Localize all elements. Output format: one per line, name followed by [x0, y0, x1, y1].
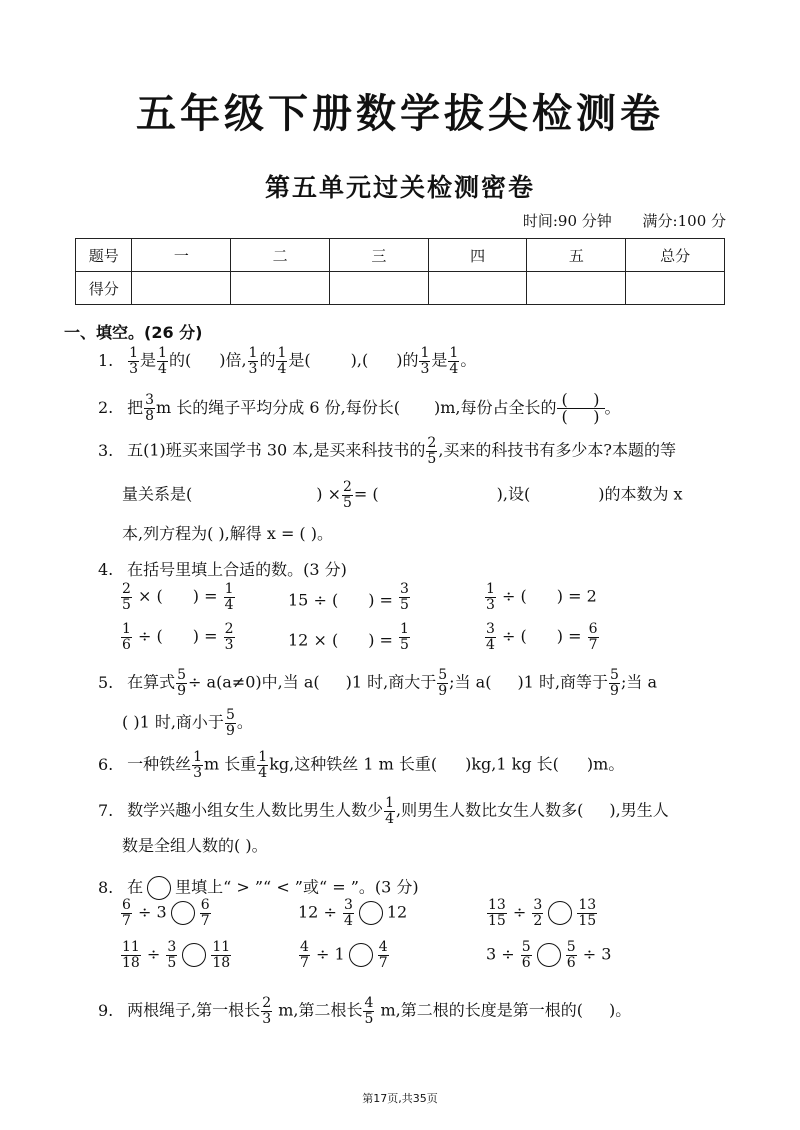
compare-circle-icon — [147, 876, 171, 900]
score-header-cell: 总分 — [626, 239, 725, 272]
score-header-cell: 一 — [132, 239, 231, 272]
fraction: $\frac{1}{3}$ — [129, 345, 139, 377]
score-header-cell: 三 — [329, 239, 428, 272]
score-header-cell: 题号 — [76, 239, 132, 272]
score-input-cell[interactable] — [329, 272, 428, 305]
question-7-line-2: 数是全组人数的( )。 — [122, 836, 268, 855]
fraction: $\frac{3}{8}$ — [145, 392, 155, 424]
fraction: $\frac{1}{3}$ — [248, 345, 258, 377]
question-number: 4. — [98, 560, 114, 579]
question-8: 8. 在 里填上“ > ”“ < ”或“ = ”。(3 分) — [98, 876, 419, 900]
answer-fraction-blank[interactable]: $\frac{( )}{( )}$ — [557, 392, 605, 425]
fraction: $\frac{2}{5}$ — [427, 435, 437, 467]
question-2: 2. 把 $\frac{3}{8}$ m 长的绳子平均分成 6 份,每份长( )m,每份占全长的 $\frac{( )}{( )}$ 。 — [98, 390, 621, 426]
question-3-line-3: 本,列方程为( ),解得 x = ( )。 — [122, 524, 334, 543]
answer-circle[interactable] — [359, 901, 383, 925]
question-number: 8. — [98, 877, 114, 897]
score-row-label: 得分 — [76, 272, 132, 305]
question-3-line-2: 量关系是( ) × $\frac{2}{5}$ = ( ),设( )的本数为 x — [122, 479, 683, 511]
score-input-cell[interactable] — [626, 272, 725, 305]
answer-circle[interactable] — [537, 943, 561, 967]
question-number: 2. — [98, 398, 114, 417]
question-1: 1. $\frac{1}{3}$ 是 $\frac{1}{4}$ 的( )倍, $\frac{1}{3}$ 的 $\frac{1}{4}$ 是( ),( )的 $\frac{1}{3}$ 是 $\frac{1}{4}$ 。 — [98, 345, 477, 377]
question-3: 3. 五(1)班买来国学书 30 本,是买来科技书的 $\frac{2}{5}$ ,买来的科技书有多少本?本题的等 — [98, 435, 676, 467]
fraction: $\frac{1}{3}$ — [420, 345, 430, 377]
fraction: $\frac{1}{4}$ — [449, 345, 459, 377]
question-7: 7. 数学兴趣小组女生人数比男生人数少 $\frac{1}{4}$ ,则男生人数比女生人数多( ),男生人 — [98, 795, 669, 827]
answer-circle[interactable] — [171, 901, 195, 925]
score-input-cell[interactable] — [132, 272, 231, 305]
score-header-cell: 五 — [527, 239, 626, 272]
score-header-cell: 二 — [231, 239, 330, 272]
fraction: $\frac{1}{4}$ — [277, 345, 287, 377]
question-number: 5. — [98, 672, 114, 692]
answer-circle[interactable] — [548, 901, 572, 925]
page-subtitle: 第五单元过关检测密卷 — [264, 173, 535, 202]
score-header-cell: 四 — [428, 239, 527, 272]
score-input-cell[interactable] — [428, 272, 527, 305]
question-number: 9. — [98, 1000, 114, 1020]
answer-circle[interactable] — [349, 943, 373, 967]
score-table-header-row — [76, 239, 725, 272]
exam-meta — [497, 210, 726, 231]
section-heading: 一、填空。(26 分) — [64, 323, 203, 342]
question-5: 5. 在算式 $\frac{5}{9}$ ÷ a(a≠0)中,当 a( )1 时,商大于 $\frac{5}{9}$ ;当 a( )1 时,商等于 $\frac{5}{9}$ ;当 a — [98, 667, 657, 699]
question-5-line-2: ( )1 时,商小于 $\frac{5}{9}$ 。 — [122, 707, 253, 739]
page-title: 五年级下册数学拔尖检测卷 — [136, 91, 664, 137]
question-number: 3. — [98, 440, 114, 460]
question-4: 4. 在括号里填上合适的数。(3 分) — [98, 560, 347, 579]
score-table — [75, 238, 725, 305]
fraction: $\frac{2}{5}$ — [342, 479, 352, 511]
score-input-cell[interactable] — [231, 272, 330, 305]
question-9: 9. 两根绳子,第一根长 $\frac{2}{3}$ m,第二根长 $\frac{4}{5}$ m,第二根的长度是第一根的( )。 — [98, 995, 632, 1027]
answer-circle[interactable] — [182, 943, 206, 967]
fraction: $\frac{1}{4}$ — [158, 345, 167, 377]
question-number: 7. — [98, 800, 114, 820]
question-number: 1. — [98, 350, 114, 370]
score-input-cell[interactable] — [527, 272, 626, 305]
page-footer: 第17页,共35页 — [362, 1092, 438, 1105]
time-limit: 时间:90 分钟 — [522, 212, 612, 230]
question-6: 6. 一种铁丝 $\frac{1}{3}$ m 长重 $\frac{1}{4}$ kg,这种铁丝 1 m 长重( )kg,1 kg 长( )m。 — [98, 749, 625, 781]
full-score: 满分:100 分 — [642, 212, 726, 230]
score-table-score-row — [76, 272, 725, 305]
question-number: 6. — [98, 754, 114, 774]
